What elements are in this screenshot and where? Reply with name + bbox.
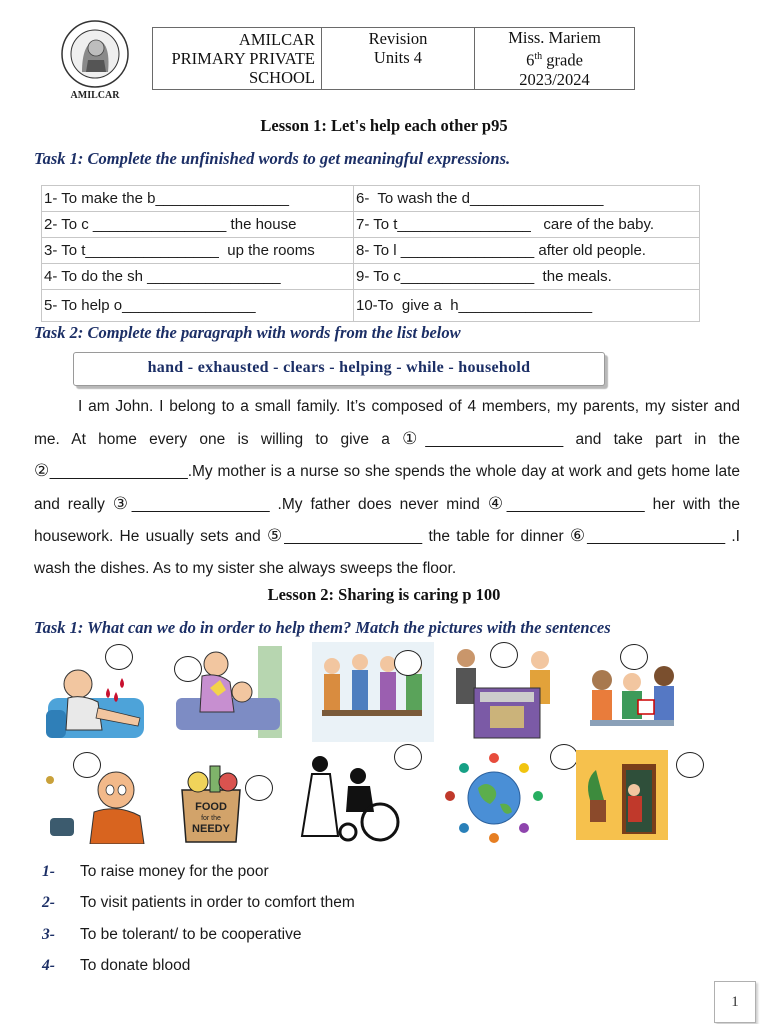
sentence-text: To donate blood bbox=[80, 957, 191, 974]
expression-cell: 2- To c ________________ the house bbox=[42, 212, 354, 238]
blank-number-4: ④ bbox=[487, 493, 507, 513]
paragraph-text: ________________ her with the housework. He usually sets and bbox=[34, 495, 741, 546]
food-for-needy-picture bbox=[176, 752, 246, 844]
expression-cell: 8- To l ________________ after old people. bbox=[354, 238, 700, 264]
school-logo bbox=[40, 18, 150, 108]
food-box-label-1: FOOD bbox=[195, 801, 227, 813]
home-visit-picture bbox=[576, 750, 668, 840]
table-row bbox=[42, 186, 700, 212]
teacher-name: Miss. Mariem bbox=[508, 28, 601, 47]
expression-cell: 10-To give a h________________ bbox=[354, 290, 700, 322]
sentence-item bbox=[42, 894, 355, 912]
blank-number-6: ⑥ bbox=[569, 526, 588, 546]
sentence-number: 2- bbox=[42, 894, 55, 911]
blank-number-1: ① bbox=[402, 428, 426, 448]
expression-cell: 4- To do the sh ________________ bbox=[42, 264, 354, 290]
paragraph-text: ________________ .My father does never mind bbox=[131, 495, 488, 513]
expression-cell: 3- To t________________ up the rooms bbox=[42, 238, 354, 264]
school-year: 2023/2024 bbox=[519, 69, 590, 89]
school-name-line-3: SCHOOL bbox=[248, 67, 315, 87]
food-box-label-3: NEEDY bbox=[192, 823, 230, 835]
blank-number-3: ③ bbox=[112, 493, 132, 513]
paragraph-text: ________________ the table for dinner bbox=[284, 528, 570, 546]
lesson-2-task-1-instruction: Task 1: What can we do in order to help them? Match the pictures with the sentences bbox=[34, 618, 611, 637]
children-around-globe-picture bbox=[438, 750, 550, 844]
table-row bbox=[42, 212, 700, 238]
answer-circle[interactable] bbox=[394, 650, 422, 676]
table-row bbox=[42, 290, 700, 322]
sentence-number: 1- bbox=[42, 863, 55, 880]
header-table bbox=[152, 27, 635, 90]
fill-in-paragraph bbox=[34, 391, 740, 585]
school-name-cell bbox=[153, 28, 322, 90]
sentence-text: To visit patients in order to comfort them bbox=[80, 894, 355, 911]
answer-circle[interactable] bbox=[105, 644, 133, 670]
answer-circle[interactable] bbox=[620, 644, 648, 670]
answer-circle[interactable] bbox=[245, 775, 273, 801]
subject-title: Revision bbox=[368, 29, 428, 48]
table-row bbox=[42, 238, 700, 264]
blank-number-2: ② bbox=[34, 461, 50, 481]
grade-label: 6th grade bbox=[526, 50, 583, 70]
lesson-2-title: Lesson 2: Sharing is caring p 100 bbox=[267, 585, 501, 604]
school-name-line-2: PRIMARY PRIVATE bbox=[171, 48, 315, 68]
expression-cell: 5- To help o________________ bbox=[42, 290, 354, 322]
answer-circle[interactable] bbox=[490, 642, 518, 668]
paragraph-text: I am John. I belong to a small family. It’s composed of 4 members, my parents, my sister and me. At home every one is willing to give a bbox=[34, 398, 740, 448]
lesson-1-task-2-instruction: Task 2: Complete the paragraph with words from the list below bbox=[34, 323, 461, 342]
expression-cell: 9- To c________________ the meals. bbox=[354, 264, 700, 290]
word-list: hand - exhausted - clears - helping - while - household bbox=[147, 359, 531, 376]
table-row bbox=[42, 264, 700, 290]
blank-number-5: ⑤ bbox=[267, 526, 285, 546]
blood-donation-picture bbox=[42, 658, 154, 742]
paragraph-text: ________________ .I wash the dishes. As to my sister she always sweeps the floor. bbox=[34, 528, 740, 577]
sentence-item bbox=[42, 957, 190, 975]
paragraph-text: ________________ and take part in the bbox=[425, 430, 740, 448]
answer-circle[interactable] bbox=[394, 744, 422, 770]
school-name-line-1: AMILCAR bbox=[238, 29, 315, 49]
answer-circle[interactable] bbox=[676, 752, 704, 778]
food-box-label-2: for the bbox=[201, 815, 221, 822]
lesson-1-title: Lesson 1: Let's help each other p95 bbox=[260, 116, 508, 135]
sharing-children-picture bbox=[584, 660, 680, 742]
subject-cell bbox=[322, 28, 475, 90]
word-list-box bbox=[73, 352, 605, 386]
sentence-item bbox=[42, 926, 301, 944]
sentence-number: 3- bbox=[42, 926, 55, 943]
teacher-cell bbox=[475, 28, 635, 90]
expression-cell: 7- To t________________ care of the baby. bbox=[354, 212, 700, 238]
unfinished-words-table bbox=[41, 185, 700, 322]
logo-name: AMILCAR bbox=[70, 90, 120, 101]
expression-cell: 1- To make the b________________ bbox=[42, 186, 354, 212]
paragraph-text: ________________.My mother is a nurse so she spends the whole day at work and gets home late and really bbox=[34, 463, 740, 513]
expression-cell: 6- To wash the d________________ bbox=[354, 186, 700, 212]
sentence-text: To raise money for the poor bbox=[80, 863, 269, 880]
sentence-text: To be tolerant/ to be cooperative bbox=[80, 926, 302, 943]
subject-units: Units 4 bbox=[373, 48, 423, 67]
sentence-item bbox=[42, 863, 269, 881]
page-number: 1 bbox=[714, 981, 756, 1023]
answer-circle[interactable] bbox=[550, 744, 578, 770]
sentence-number: 4- bbox=[42, 957, 55, 974]
lesson-1-task-1-instruction: Task 1: Complete the unfinished words to get meaningful expressions. bbox=[34, 149, 511, 168]
answer-circle[interactable] bbox=[174, 656, 202, 682]
answer-circle[interactable] bbox=[73, 752, 101, 778]
